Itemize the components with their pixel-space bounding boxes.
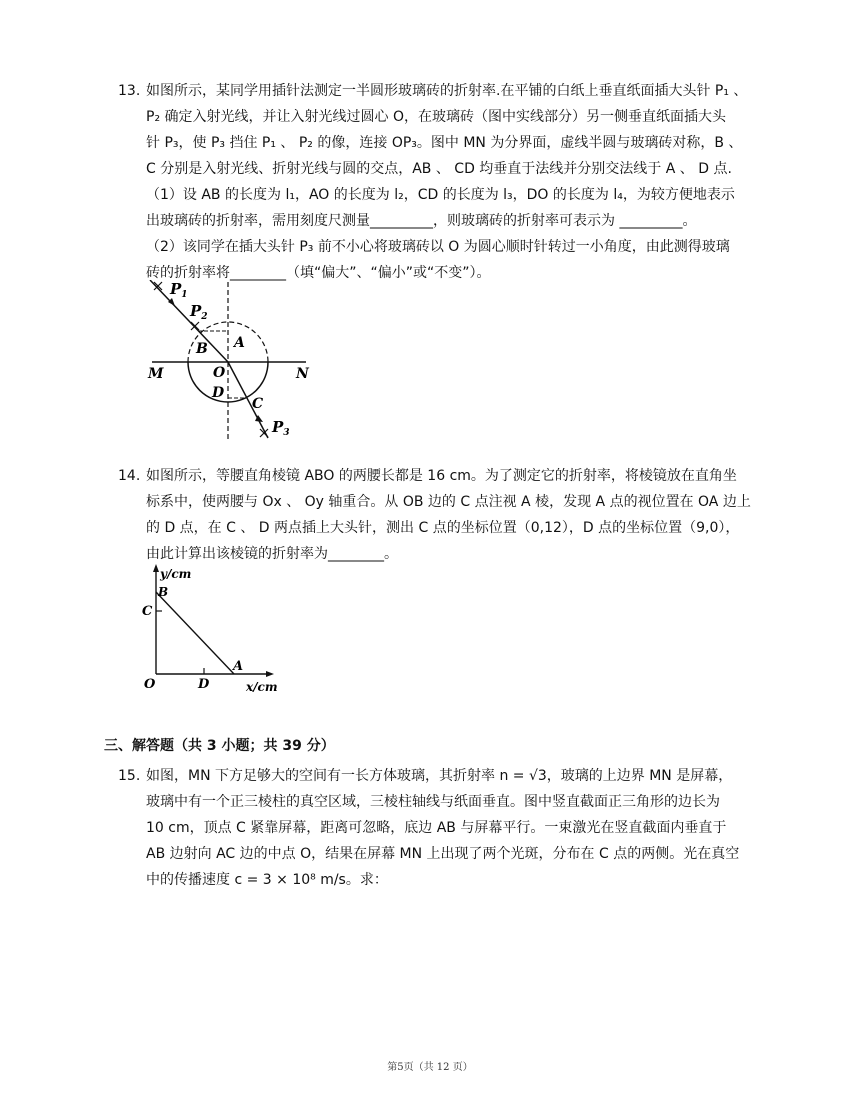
q13-line-4: C 分别是入射光线、折射光线与圆的交点，AB 、 CD 均垂直于法线并分别交法线于 A 、 D 点. <box>146 161 732 177</box>
label-d: D <box>212 385 225 401</box>
label-p1: $P_1$ <box>170 280 188 300</box>
q13-line-8: 砖的折射率将________（填“偏大”、“偏小”或“不变”）。 <box>146 265 491 281</box>
section-heading: 三、解答题（共 3 小题；共 39 分） <box>104 738 335 754</box>
label-ylabel: y/cm <box>160 567 192 581</box>
q13-line-2: P₂ 确定入射光线，并让入射光线过圆心 O，在玻璃砖（图中实线部分）另一侧垂直纸面插大头 <box>146 109 726 125</box>
q13-figure <box>140 280 330 460</box>
label-m: M <box>148 366 164 382</box>
q15-line-2: 玻璃中有一个正三棱柱的真空区域，三棱柱轴线与纸面垂直。图中竖直截面正三角形的边长为 <box>146 794 720 810</box>
q13-line-7: （2）该同学在插大头针 P₃ 前不小心将玻璃砖以 O 为圆心顺时针转过一小角度，由此测得玻璃 <box>146 239 730 255</box>
q14-line-1: 如图所示，等腰直角棱镜 ABO 的两腰长都是 16 cm。为了测定它的折射率，将棱镜放在直角坐 <box>146 468 737 484</box>
q15-line-4: AB 边射向 AC 边的中点 O，结果在屏幕 MN 上出现了两个光斑，分布在 C 点的两侧。光在真空 <box>146 846 740 862</box>
label-p3: $P_3$ <box>272 418 290 438</box>
label-xlabel: x/cm <box>246 680 278 694</box>
q15-line-5: 中的传播速度 c = 3 × 10⁸ m/s。求： <box>146 872 388 888</box>
label-c: C <box>252 396 264 412</box>
q14-line-2: 标系中，使两腰与 Ox 、 Oy 轴重合。从 OB 边的 C 点注视 A 棱，发现 A 点的视位置在 OA 边上 <box>146 494 751 510</box>
q15-line-3: 10 cm，顶点 C 紧靠屏幕，距离可忽略，底边 AB 与屏幕平行。一束激光在竖直截面内垂直于 <box>146 820 727 836</box>
hypotenuse-ba <box>156 592 234 674</box>
q13-line-5: （1）设 AB 的长度为 l₁，AO 的长度为 l₂，CD 的长度为 l₃，DO 的长度为 l₄，为较方便地表示 <box>146 187 735 203</box>
label-n: N <box>296 366 309 382</box>
label-o: O <box>144 677 156 692</box>
label-b: B <box>196 341 208 357</box>
q14-line-3: 的 D 点，在 C 、 D 两点插上大头针，测出 C 点的坐标位置（0,12），D 点的坐标位置（9,0）， <box>146 520 740 536</box>
label-b: B <box>158 585 169 599</box>
q13-line-1: 如图所示，某同学用插针法测定一半圆形玻璃砖的折射率.在平铺的白纸上垂直纸面插大头针 P₁ 、 <box>146 83 748 99</box>
q15-number: 15. <box>118 768 141 784</box>
pin-markers <box>154 282 268 437</box>
label-d: D <box>198 677 210 692</box>
q13-line-3: 针 P₃，使 P₃ 挡住 P₁ 、 P₂ 的像，连接 OP₃。图中 MN 为分界面，虚线半圆与玻璃砖对称，B 、 <box>146 135 743 151</box>
q13-line-6: 出玻璃砖的折射率，需用刻度尺测量_________，则玻璃砖的折射率可表示为 _________。 <box>146 213 697 229</box>
label-a: A <box>233 659 244 674</box>
q15-line-1: 如图，MN 下方足够大的空间有一长方体玻璃，其折射率 n = √3，玻璃的上边界 MN 是屏幕， <box>146 768 733 784</box>
label-p2: $P_2$ <box>190 302 208 322</box>
incident-ray <box>150 280 228 362</box>
q14-line-4: 由此计算出该棱镜的折射率为________。 <box>146 546 398 562</box>
page-footer: 第5页（共 12 页） <box>387 1062 473 1073</box>
label-a: A <box>234 335 245 351</box>
q14-figure <box>138 562 288 697</box>
q14-number: 14. <box>118 468 141 484</box>
q13-number: 13. <box>118 83 141 99</box>
x-axis-arrow <box>266 671 274 677</box>
label-c: C <box>142 604 153 619</box>
y-axis-arrow <box>153 564 159 572</box>
label-o: O <box>213 365 226 381</box>
